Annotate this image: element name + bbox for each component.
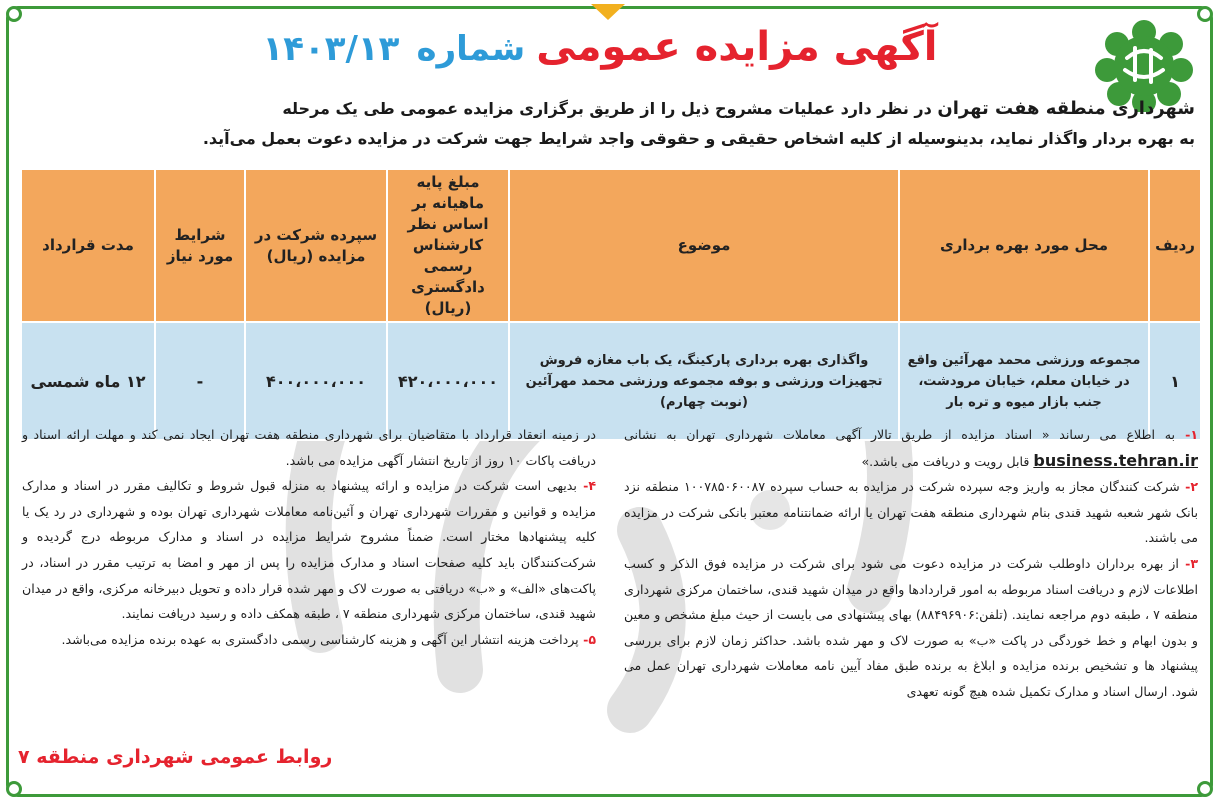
condition-3-continued: در زمینه انعقاد قرارداد با متقاضیان برای شهرداری منطقه هفت تهران ایجاد نمی کند و مهلت ارائه اسناد و دریافت پاکات ۱۰ روز از تاریخ انتشار آگهی مزایده می باشد. [22,427,596,468]
public-relations-signature: روابط عمومی شهرداری منطقه ۷ [18,746,333,768]
header-base-price: مبلغ پایه ماهیانه بر اساس نظر کارشناس رسمی دادگستری (ریال) [387,169,509,322]
header-row-no: ردیف [1149,169,1201,322]
condition-1-text-a: به اطلاع می رساند « اسناد مزایده از طریق تالار آگهی معاملات شهرداری تهران به نشانی [624,427,1175,442]
condition-3-text: از بهره برداران داوطلب شرکت در مزایده دعوت می شود برای شرکت در مزایده فوق الذکر و کسب اطلاعات لازم و دریافت اسناد مربوطه به امور قراردادها واقع در میدان شهید قندی، ساختمان مرکزی شهرداری منطقه ۷ ، طبقه دوم مراجعه نمایند. (تلفن:۸۸۴۹۶۹۰۶) بهای پیشنهادی می بایست از حیث مبلغ مشخص و معین و بدون ابهام و خط خوردگی در پاکت «ب» به صورت لاک و مهر شده باشد. حداکثر زمان لازم برای بررسی پیشنهاد ها و تشخیص برنده مزایده و ابلاغ به برنده طبق مفاد آیین نامه معاملات شهرداری تهران عمل می شود. ارسال اسناد و مدارک تکمیل شده هیچ گونه تعهدی [624,555,1199,699]
condition-5-number: ۵- [578,631,596,647]
condition-2 [624,474,1198,551]
table-header-row [21,169,1201,322]
intro-text-1: در نظر دارد عملیات مشروح ذیل را از طریق برگزاری مزایده عمومی طی یک مرحله [282,99,938,118]
condition-3 [624,551,1198,705]
cell-conditions: - [155,322,245,440]
condition-4 [22,473,596,627]
top-marker-icon [591,4,625,20]
condition-4-number: ۴- [576,478,596,494]
intro-line-1 [115,94,1195,124]
title-number-label: شماره [416,29,526,69]
header-subject: موضوع [509,169,899,322]
cell-duration: ۱۲ ماه شمسی [21,322,155,440]
conditions-column-right [624,422,1198,705]
frame-corner-ornament [1197,6,1213,22]
title-number: ۱۴۰۳/۱۳ [262,29,400,69]
header-duration: مدت قرارداد [21,169,155,322]
intro-paragraph [115,94,1195,154]
cell-location: مجموعه ورزشی محمد مهرآئین واقع در خیابان معلم، خیابان مرودشت، جنب بازار میوه و تره بار [899,322,1149,440]
condition-1-text-b: قابل رویت و دریافت می باشد.» [861,453,1034,469]
cell-subject: واگذاری بهره برداری پارکینگ، یک باب مغازه فروش تجهیزات ورزشی و بوفه مجموعه ورزشی محمد مهرآئین (نوبت چهارم) [509,322,899,440]
cell-base-price: ۴۲۰،۰۰۰،۰۰۰ [387,322,509,440]
auction-table [20,168,1202,441]
header-deposit: سپرده شرکت در مزایده (ریال) [245,169,387,322]
condition-2-number: ۲- [1179,479,1198,495]
condition-1 [624,422,1198,474]
conditions-column-left [22,422,596,652]
condition-1-number: ۱- [1175,427,1198,442]
header-conditions: شرایط مورد نیاز [155,169,245,322]
intro-org: شهرداری منطقه هفت تهران [937,98,1195,119]
cell-deposit: ۴۰۰،۰۰۰،۰۰۰ [245,322,387,440]
condition-5 [22,627,596,653]
condition-3-number: ۳- [1178,555,1198,571]
cell-row-no: ۱ [1149,322,1201,440]
condition-2-text: شرکت کنندگان مجاز به واریز وجه سپرده شرکت در مزایده به حساب سپرده ۱۰۰۷۸۵۰۶۰۰۸۷ منطقه نزد بانک شهر شعبه شهید قندی بنام شهرداری منطقه هفت تهران یا ارائه ضمانتنامه معتبر بانکی شرکت در مزایده می باشند. [624,479,1198,546]
conditions-section [22,422,1198,772]
notice-title [230,24,970,84]
frame-corner-ornament [6,6,22,22]
condition-5-text: پرداخت هزینه انتشار این آگهی و هزینه کارشناسی رسمی دادگستری به عهده برنده مزایده می‌باشد. [61,631,579,647]
header-location: محل مورد بهره برداری [899,169,1149,322]
frame-corner-ornament [1197,781,1213,797]
title-main: آگهی مزایده عمومی [536,24,938,70]
condition-4-text: بدیهی است شرکت در مزایده و ارائه پیشنهاد به منزله قبول شروط و تکالیف مقرر در اسناد و مدارک مزایده و قوانین و مقررات شهرداری تهران و آئین‌نامه معاملات شهرداری تهران بوده و شهرداری در رد یک یا کلیه پیشنهادها مختار است. ضمناً مشروح شرایط مزایده در اسناد و مدارک مربوطه درج گردیده و شرکت‌کنندگان باید کلیه صفحات اسناد و مدارک مزایده را پس از مهر و امضا به ترتیب مقرر در اسناد، در پاکت‌های «الف» و «ب» دریافتی به صورت لاک و مهر شده قرار داده و تحویل دبیرخانه مرکزی، واقع در میدان شهید قندی، ساختمان مرکزی شهرداری منطقه ۷ ، طبقه همکف داده و رسید دریافت نمایند. [22,478,596,622]
business-site-link[interactable]: business.tehran.ir [1033,450,1198,470]
intro-line-2: به بهره بردار واگذار نماید، بدینوسیله از کلیه اشخاص حقیقی و حقوقی واجد شرایط جهت شرکت در مزایده دعوت بعمل می‌آید. [202,129,1195,148]
